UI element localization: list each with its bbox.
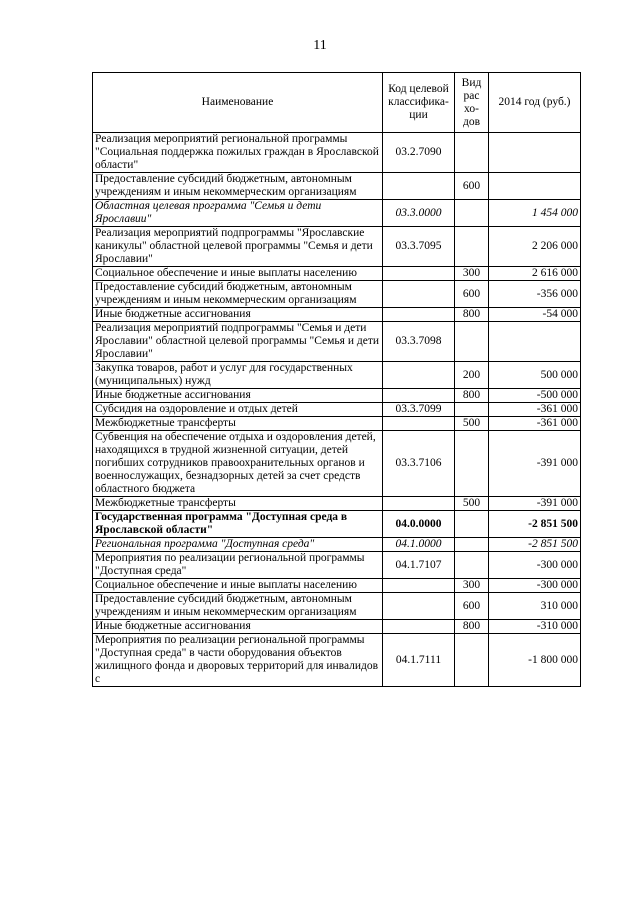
table-header-row — [93, 73, 581, 133]
row-amount-cell: -361 000 — [489, 403, 581, 417]
row-type-cell: 300 — [455, 267, 489, 281]
row-amount-cell: -500 000 — [489, 389, 581, 403]
header-amount: 2014 год (руб.) — [489, 73, 581, 133]
row-code-cell — [383, 389, 455, 403]
row-type-cell — [455, 511, 489, 538]
row-code-cell: 03.2.7090 — [383, 133, 455, 173]
row-type-cell: 500 — [455, 497, 489, 511]
header-code: Код целевой классифика-ции — [383, 73, 455, 133]
row-code-cell — [383, 417, 455, 431]
row-name-cell: Государственная программа "Доступная среда в Ярославской области" — [93, 511, 383, 538]
row-name-cell: Мероприятия по реализации региональной программы "Доступная среда" в части оборудования объектов жилищного фонда и дворовых территорий для инвалидов с — [93, 634, 383, 687]
row-amount-cell: 2 206 000 — [489, 227, 581, 267]
table-body — [93, 133, 581, 687]
row-amount-cell: -391 000 — [489, 497, 581, 511]
table-row — [93, 281, 581, 308]
table-row — [93, 362, 581, 389]
row-type-cell: 600 — [455, 173, 489, 200]
row-type-cell: 600 — [455, 593, 489, 620]
row-amount-cell: -310 000 — [489, 620, 581, 634]
row-name-cell: Межбюджетные трансферты — [93, 417, 383, 431]
table-row — [93, 593, 581, 620]
row-name-cell: Субвенция на обеспечение отдыха и оздоровления детей, находящихся в трудной жизненной ситуации, детей погибших сотрудников правоохранительных органов и военнослужащих, безнадзорных детей за счет средств областного бюджета — [93, 431, 383, 497]
row-code-cell — [383, 579, 455, 593]
table-row — [93, 173, 581, 200]
table-row — [93, 538, 581, 552]
row-name-cell: Областная целевая программа "Семья и дети Ярославии" — [93, 200, 383, 227]
row-name-cell: Межбюджетные трансферты — [93, 497, 383, 511]
row-code-cell: 03.3.7095 — [383, 227, 455, 267]
row-type-cell: 600 — [455, 281, 489, 308]
table-row — [93, 227, 581, 267]
row-name-cell: Иные бюджетные ассигнования — [93, 620, 383, 634]
row-code-cell — [383, 362, 455, 389]
row-amount-cell: 500 000 — [489, 362, 581, 389]
row-amount-cell: -1 800 000 — [489, 634, 581, 687]
row-type-cell: 800 — [455, 620, 489, 634]
row-amount-cell: -2 851 500 — [489, 538, 581, 552]
table-row — [93, 552, 581, 579]
row-code-cell: 04.1.0000 — [383, 538, 455, 552]
row-amount-cell: -356 000 — [489, 281, 581, 308]
row-code-cell — [383, 593, 455, 620]
row-type-cell — [455, 552, 489, 579]
row-name-cell: Предоставление субсидий бюджетным, автономным учреждениям и иным некоммерческим организациям — [93, 173, 383, 200]
row-amount-cell: 310 000 — [489, 593, 581, 620]
row-name-cell: Иные бюджетные ассигнования — [93, 389, 383, 403]
table-row — [93, 579, 581, 593]
row-type-cell: 500 — [455, 417, 489, 431]
row-type-cell — [455, 403, 489, 417]
table-row — [93, 620, 581, 634]
row-type-cell — [455, 227, 489, 267]
row-name-cell: Предоставление субсидий бюджетным, автономным учреждениям и иным некоммерческим организациям — [93, 593, 383, 620]
row-name-cell: Иные бюджетные ассигнования — [93, 308, 383, 322]
row-amount-cell — [489, 322, 581, 362]
row-code-cell — [383, 173, 455, 200]
row-name-cell: Региональная программа "Доступная среда" — [93, 538, 383, 552]
row-type-cell: 300 — [455, 579, 489, 593]
row-code-cell — [383, 308, 455, 322]
table-row — [93, 133, 581, 173]
table-row — [93, 403, 581, 417]
table-row — [93, 200, 581, 227]
table-row — [93, 431, 581, 497]
header-type: Вид рас хо-дов — [455, 73, 489, 133]
table-row — [93, 322, 581, 362]
row-amount-cell: -391 000 — [489, 431, 581, 497]
row-code-cell — [383, 620, 455, 634]
page-number: 11 — [313, 38, 327, 53]
row-name-cell: Социальное обеспечение и иные выплаты населению — [93, 267, 383, 281]
row-amount-cell — [489, 173, 581, 200]
row-code-cell: 04.0.0000 — [383, 511, 455, 538]
row-code-cell: 03.3.7106 — [383, 431, 455, 497]
row-code-cell: 04.1.7111 — [383, 634, 455, 687]
table-row — [93, 497, 581, 511]
row-amount-cell: -300 000 — [489, 552, 581, 579]
table-row — [93, 634, 581, 687]
budget-table — [92, 72, 581, 687]
row-type-cell — [455, 538, 489, 552]
header-name: Наименование — [93, 73, 383, 133]
row-type-cell: 200 — [455, 362, 489, 389]
row-name-cell: Закупка товаров, работ и услуг для государственных (муниципальных) нужд — [93, 362, 383, 389]
row-amount-cell: -300 000 — [489, 579, 581, 593]
row-name-cell: Социальное обеспечение и иные выплаты населению — [93, 579, 383, 593]
row-code-cell: 03.3.7098 — [383, 322, 455, 362]
row-amount-cell: 1 454 000 — [489, 200, 581, 227]
row-type-cell — [455, 634, 489, 687]
table-row — [93, 389, 581, 403]
row-name-cell: Реализация мероприятий подпрограммы "Семья и дети Ярославии" областной целевой программы "Семья и дети Ярославии" — [93, 322, 383, 362]
row-amount-cell — [489, 133, 581, 173]
row-name-cell: Мероприятия по реализации региональной программы "Доступная среда" — [93, 552, 383, 579]
row-amount-cell: -54 000 — [489, 308, 581, 322]
table-row — [93, 511, 581, 538]
row-amount-cell: -361 000 — [489, 417, 581, 431]
row-code-cell — [383, 281, 455, 308]
row-name-cell: Реализация мероприятий региональной программы "Социальная поддержка пожилых граждан в Ярославской области" — [93, 133, 383, 173]
row-name-cell: Субсидия на оздоровление и отдых детей — [93, 403, 383, 417]
row-name-cell: Предоставление субсидий бюджетным, автономным учреждениям и иным некоммерческим организациям — [93, 281, 383, 308]
row-code-cell: 03.3.7099 — [383, 403, 455, 417]
row-name-cell: Реализация мероприятий подпрограммы "Ярославские каникулы" областной целевой программы "Семья и дети Ярославии" — [93, 227, 383, 267]
row-type-cell — [455, 431, 489, 497]
row-code-cell — [383, 267, 455, 281]
row-code-cell — [383, 497, 455, 511]
table-row — [93, 308, 581, 322]
row-type-cell — [455, 322, 489, 362]
table-row — [93, 417, 581, 431]
row-type-cell: 800 — [455, 389, 489, 403]
row-amount-cell: 2 616 000 — [489, 267, 581, 281]
row-type-cell — [455, 133, 489, 173]
row-type-cell — [455, 200, 489, 227]
row-type-cell: 800 — [455, 308, 489, 322]
row-amount-cell: -2 851 500 — [489, 511, 581, 538]
row-code-cell: 04.1.7107 — [383, 552, 455, 579]
row-code-cell: 03.3.0000 — [383, 200, 455, 227]
table-row — [93, 267, 581, 281]
